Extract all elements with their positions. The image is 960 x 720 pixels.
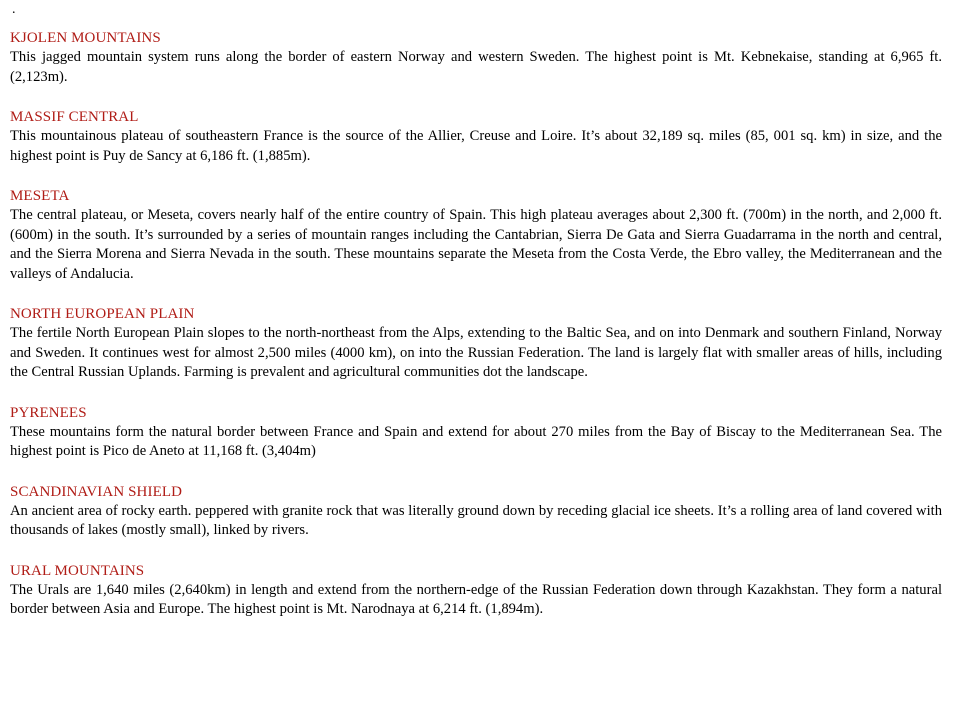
- section-body: This mountainous plateau of southeastern France is the source of the Allier, Creuse and Loire. It’s about 32,189 sq. miles (85, 001 sq. km) in size, and the highest point is Puy de Sancy at 6,186 ft. (1,885m).: [10, 128, 942, 164]
- section-north-european-plain: [10, 304, 942, 383]
- section-ural-mountains: [10, 561, 942, 620]
- leading-dot: .: [12, 2, 16, 17]
- section-body: The fertile North European Plain slopes to the north-northeast from the Alps, extending to the Baltic Sea, and on into Denmark and southern Finland, Norway and Sweden. It continues west for almost 2,500 miles (4000 km), on into the Russian Federation. The land is largely flat with smaller areas of hills, including the Central Russian Uplands. Farming is prevalent and agricultural communities dot the landscape.: [10, 325, 942, 380]
- section-meseta: [10, 186, 942, 284]
- section-scandinavian-shield: [10, 482, 942, 541]
- section-body: The Urals are 1,640 miles (2,640km) in length and extend from the northern-edge of the Russian Federation down through Kazakhstan. They form a natural border between Asia and Europe. The highest point is Mt. Narodnaya at 6,214 ft. (1,894m).: [10, 581, 942, 617]
- section-heading: URAL MOUNTAINS: [10, 562, 145, 579]
- section-body: These mountains form the natural border between France and Spain and extend for about 270 miles from the Bay of Biscay to the Mediterranean Sea. The highest point is Pico de Aneto at 11,168 ft. (3,404m): [10, 423, 942, 459]
- section-kjolen-mountains: [10, 28, 942, 87]
- section-body: The central plateau, or Meseta, covers nearly half of the entire country of Spain. This high plateau averages about 2,300 ft. (700m) in the north, and 2,000 ft. (600m) in the south. It’s surrounded by a series of mountain ranges including the Cantabrian, Sierra De Gata and Sierra Guadarrama in the north and central, and the Sierra Morena and Sierra Nevada in the south. These mountains separate the Meseta from the Costa Verde, the Ebro valley, the Mediterranean and the valleys of Andalucia.: [10, 207, 942, 282]
- document-page: [10, 0, 942, 620]
- section-heading: MASSIF CENTRAL: [10, 109, 139, 125]
- section-body: This jagged mountain system runs along the border of eastern Norway and western Sweden. The highest point is Mt. Kebnekaise, standing at 6,965 ft. (2,123m).: [10, 49, 942, 85]
- section-heading: NORTH EUROPEAN PLAIN: [10, 306, 195, 322]
- section-body: An ancient area of rocky earth. peppered with granite rock that was literally ground down by receding glacial ice sheets. It’s a rolling area of land covered with thousands of lakes (mostly small), linked by rivers.: [10, 502, 942, 538]
- section-heading: SCANDINAVIAN SHIELD: [10, 483, 183, 500]
- section-heading: PYRENEES: [10, 404, 87, 421]
- section-heading: MESETA: [10, 188, 70, 204]
- section-massif-central: [10, 107, 942, 166]
- section-pyrenees: [10, 403, 942, 462]
- section-heading: KJOLEN MOUNTAINS: [10, 30, 161, 46]
